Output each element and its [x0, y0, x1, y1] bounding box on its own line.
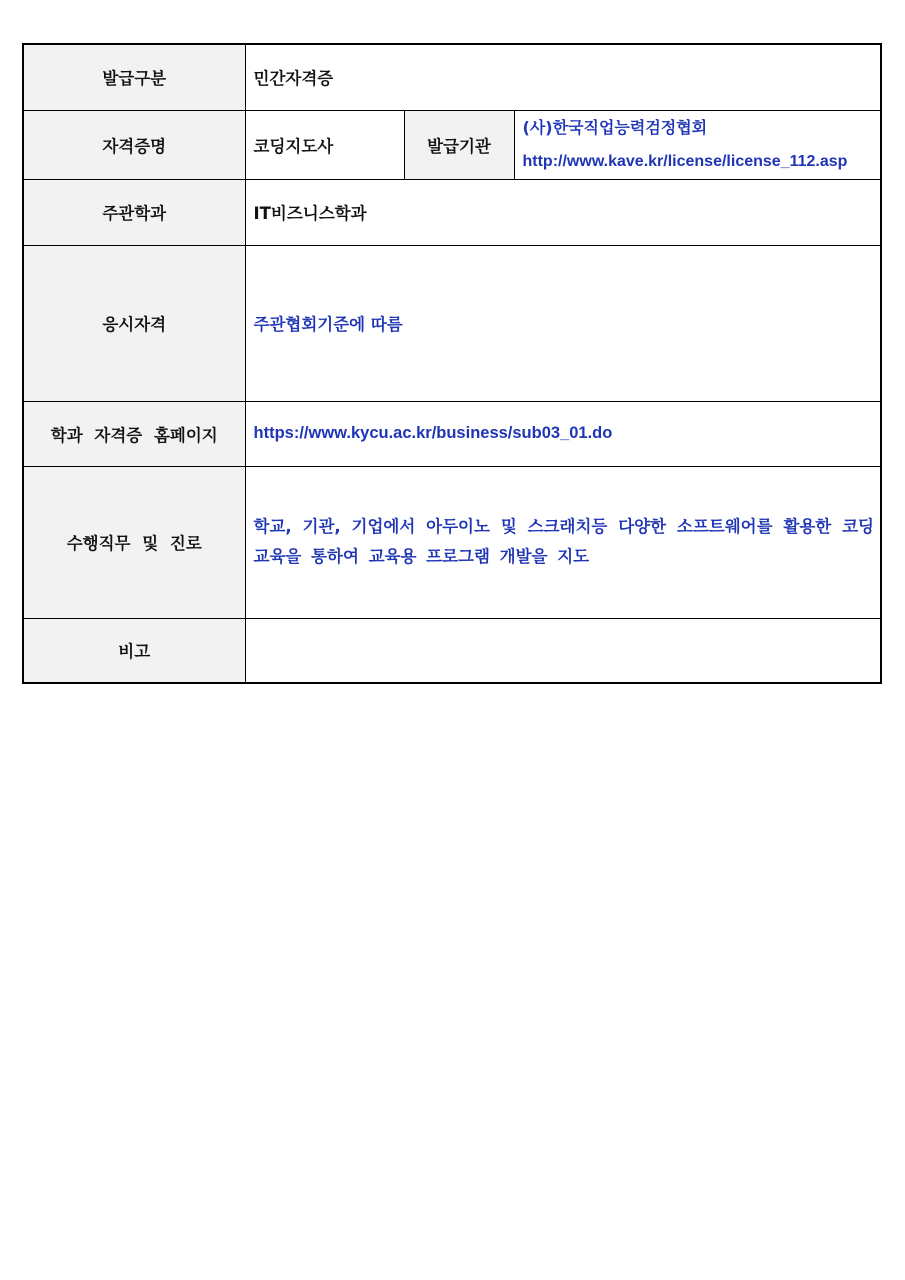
cert-name-value: 코딩지도사	[245, 110, 404, 179]
row-department	[23, 179, 881, 245]
issuer-label: 발급기관	[404, 110, 514, 179]
row-homepage	[23, 401, 881, 466]
row-remarks	[23, 618, 881, 683]
issuer-cell	[514, 110, 881, 179]
row-cert-name	[23, 110, 881, 179]
department-value: IT비즈니스학과	[245, 179, 881, 245]
issuer-name: (사)한국직업능력검정협회	[522, 117, 708, 137]
row-eligibility	[23, 245, 881, 401]
cert-name-label: 자격증명	[23, 110, 245, 179]
duties-value: 학교, 기관, 기업에서 아두이노 및 스크래치등 다양한 소프트웨어를 활용한 코딩교육을 통하여 교육용 프로그램 개발을 지도	[245, 466, 881, 618]
remarks-value	[245, 618, 881, 683]
homepage-link[interactable]: https://www.kycu.ac.kr/business/sub03_01.do	[245, 401, 881, 466]
eligibility-value: 주관협회기준에 따름	[245, 245, 881, 401]
department-label: 주관학과	[23, 179, 245, 245]
issuer-url-link[interactable]: http://www.kave.kr/license/license_112.asp	[522, 152, 848, 170]
certificate-info-table	[22, 43, 882, 684]
issue-type-value: 민간자격증	[245, 44, 881, 110]
eligibility-label: 응시자격	[23, 245, 245, 401]
remarks-label: 비고	[23, 618, 245, 683]
duties-label: 수행직무 및 진로	[23, 466, 245, 618]
row-issue-type	[23, 44, 881, 110]
issue-type-label: 발급구분	[23, 44, 245, 110]
row-duties	[23, 466, 881, 618]
homepage-label: 학과 자격증 홈페이지	[23, 401, 245, 466]
